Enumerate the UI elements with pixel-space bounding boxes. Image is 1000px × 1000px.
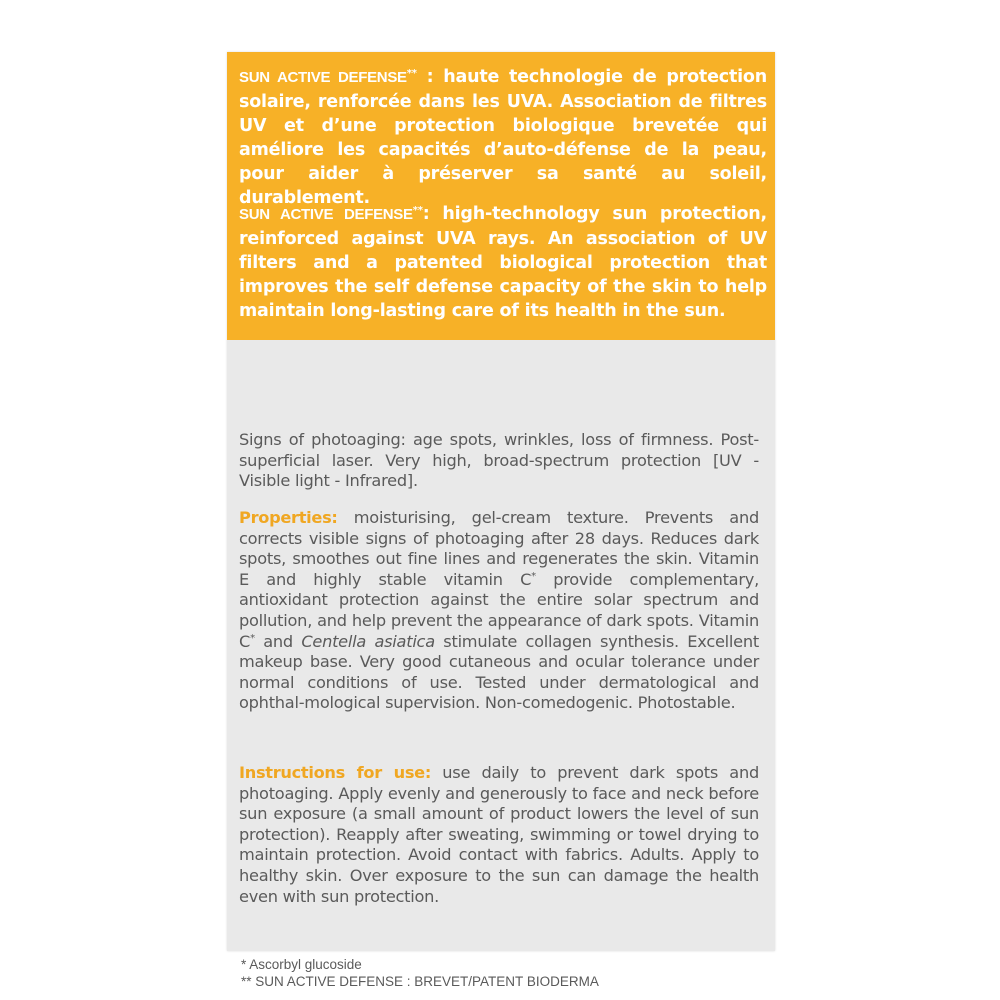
english-claim-paragraph bbox=[239, 202, 767, 323]
properties-text-3: and bbox=[254, 631, 302, 651]
footnote-patent: ** SUN ACTIVE DEFENSE : BREVET/PATENT BIODERMA bbox=[241, 974, 599, 989]
english-claim-text: : high-technology sun protection, reinforced against UVA rays. An association of UV filters and a patented biological protection that improves the self defense capacity of the skin to help maintain long-lasting care of its health in the sun. bbox=[239, 204, 767, 321]
product-label bbox=[227, 52, 775, 989]
properties-text-4: stimulate collagen synthesis. Excellent makeup base. Very good cutaneous and ocular tolerance under normal conditions of use. Tested under dermatological and ophthal-mological supervision. Non-comedogenic. Photostable. bbox=[239, 631, 759, 713]
centella-italic: Centella asiatica bbox=[301, 631, 435, 651]
french-claim-text: : haute technologie de protection solaire, renforcée dans les UVA. Association de filtres UV et d’une protection biologique brevetée qui améliore les capacités d’auto-défense de la peau, pour aider à préserver sa santé au soleil, durablement. bbox=[239, 67, 767, 208]
properties-text-2: provide complementary, antioxidant protection against the entire solar spectrum and pollution, and help prevent the appearance of dark spots. Vitamin C bbox=[239, 569, 759, 651]
english-brand-mark: ** bbox=[412, 205, 423, 216]
english-brand-name: SUN ACTIVE DEFENSE bbox=[239, 206, 413, 223]
footnote-ascorbyl: * Ascorbyl glucoside bbox=[241, 957, 362, 972]
french-claim-paragraph bbox=[239, 65, 767, 210]
vitamin-c-mark-1: * bbox=[531, 570, 536, 582]
properties-text-1: moisturising, gel-cream texture. Prevents and corrects visible signs of photoaging after 28 days. Reduces dark spots, smoothes out fine lines and regenerates the skin. Vitamin E and highly stable vitamin C bbox=[239, 508, 759, 589]
properties-paragraph bbox=[239, 508, 759, 714]
vitamin-c-mark-2: * bbox=[250, 632, 255, 644]
grey-info-panel bbox=[227, 340, 775, 989]
french-brand-name: SUN ACTIVE DEFENSE bbox=[239, 69, 407, 86]
instructions-heading: Instructions for use: bbox=[239, 763, 432, 782]
properties-heading: Properties: bbox=[239, 508, 338, 527]
instructions-text: use daily to prevent dark spots and photoaging. Apply evenly and generously to face and neck before sun exposure (a small amount of product lowers the level of sun protection). Reapply after sweating, swimming or towel drying to maintain protection. Avoid contact with fabrics. Adults. Apply to healthy skin. Over exposure to the sun can damage the health even with sun protection. bbox=[239, 763, 759, 906]
orange-claim-panel bbox=[227, 52, 775, 340]
instructions-paragraph bbox=[239, 763, 759, 907]
french-brand-mark: ** bbox=[406, 68, 417, 79]
indications-paragraph: Signs of photoaging: age spots, wrinkles, loss of firmness. Post-superficial laser. Very high, broad-spectrum protection [UV - Visible light - Infrared]. bbox=[239, 430, 759, 491]
